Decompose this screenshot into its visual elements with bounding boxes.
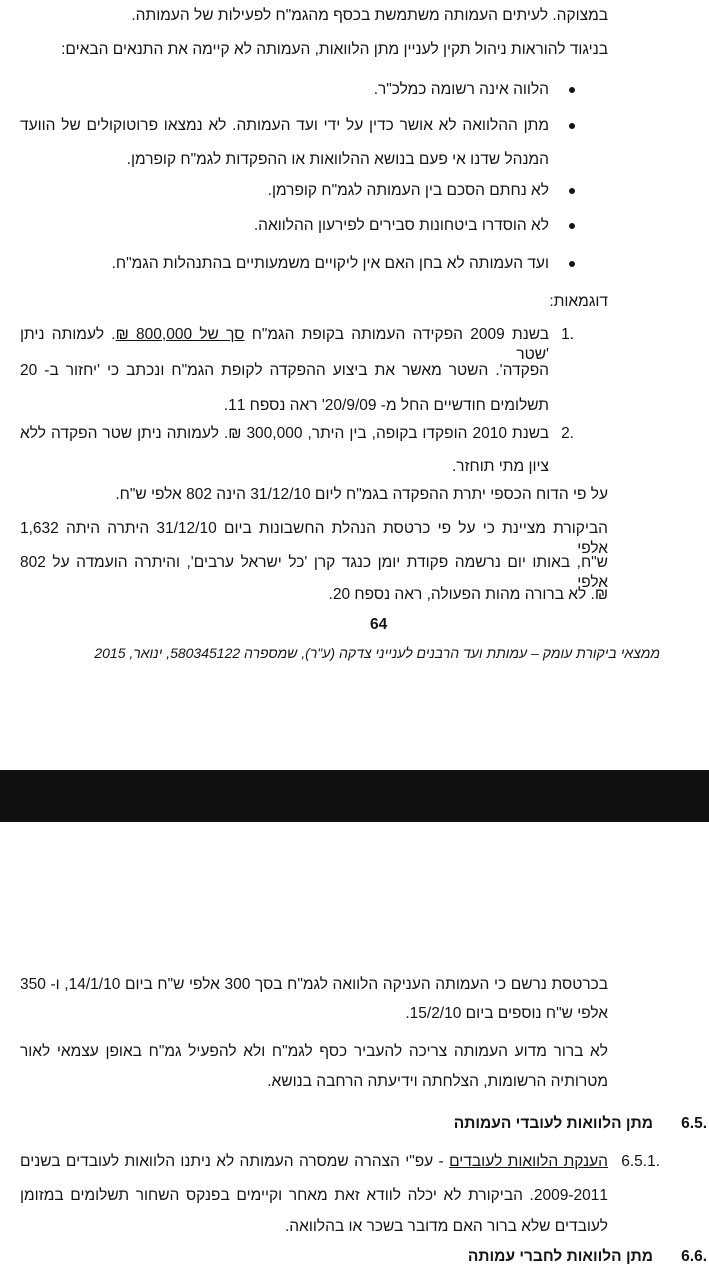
section-number: 6.6. xyxy=(681,1248,707,1265)
bullet-item: הלווה אינה רשומה כמלכ"ר. xyxy=(373,81,549,98)
bullet-icon xyxy=(569,188,575,194)
section-heading: מתן הלוואות לחברי עמותה xyxy=(467,1248,653,1265)
page-separator xyxy=(0,770,709,822)
text-segment: . לעמותה ניתן 'שטר xyxy=(20,326,549,363)
paragraph-line: לא ברור מדוע העמותה צריכה להעביר כסף לגמ"ח ולא להפעיל גמ"ח באופן עצמאי לאור xyxy=(20,1043,608,1060)
text-segment: - עפ"י הצהרה שמסרה העמותה לא ניתנו הלוואות לעובדים בשנים xyxy=(20,1153,450,1170)
example-number: 1. xyxy=(561,326,574,343)
example-line: בשנת 2010 הופקדו בקופה, בין היתר, 300,000 ₪. לעמותה ניתן שטר הפקדה ללא xyxy=(20,425,550,442)
bullet-item: ועד העמותה לא בחן האם אין ליקויים משמעותיים בהתנהלות הגמ"ח. xyxy=(111,255,549,272)
bullet-item: מתן ההלוואה לא אושר כדין על ידי ועד העמותה. לא נמצאו פרוטוקולים של הוועד xyxy=(20,117,549,134)
bullet-icon xyxy=(569,123,575,129)
text-segment: בשנת 2009 הפקידה העמותה בקופת הגמ"ח xyxy=(244,326,549,343)
section-heading: מתן הלוואות לעובדי העמותה xyxy=(453,1115,653,1132)
example-line: ציון מתי תוחזר. xyxy=(451,458,549,475)
subsection-line: לעובדים שלא ברור האם מדובר בשכר או בהלוואה. xyxy=(284,1218,608,1235)
bullet-item: לא הוסדרו ביטחונות סבירים לפירעון ההלוואה. xyxy=(253,217,549,234)
page-footer: ממצאי ביקורת עומק – עמותת ועד הרבנים לענייני צדקה (ע"ר), שמספרה 580345122, ינואר, 2015 xyxy=(94,645,660,661)
subsection-line: 2009-2011. הביקורת לא יכלה לוודא זאת מאחר וקיימים בפנקס השחור תשלומים במזומן xyxy=(20,1187,608,1204)
paragraph-line: מטרותיה הרשומות, הצלחתה וידיעתה הרחבה בנושא. xyxy=(267,1073,608,1090)
underlined-amount: סך של 800,000 ₪ xyxy=(115,326,245,343)
section-number: 6.5. xyxy=(681,1115,707,1132)
paragraph-line: אלפי ש"ח נוספים ביום 15/2/10. xyxy=(405,1005,608,1022)
paragraph-line: בכרטסת נרשם כי העמותה העניקה הלוואה לגמ"ח בסך 300 אלפי ש"ח ביום 14/1/10, ו- 350 xyxy=(20,976,609,993)
examples-label: דוגמאות: xyxy=(549,293,608,310)
example-line: תשלומים חודשיים החל מ- 20/9/09' ראה נספח 11. xyxy=(223,397,549,414)
subsection-title: הענקת הלוואות לעובדים xyxy=(449,1153,608,1170)
example-number: 2. xyxy=(561,425,574,442)
subsection-number: 6.5.1. xyxy=(621,1153,660,1170)
report-paragraph: על פי הדוח הכספי יתרת ההפקדה בגמ"ח ליום 31/12/10 הינה 802 אלפי ש"ח. xyxy=(115,486,608,503)
bullet-icon xyxy=(569,223,575,229)
audit-paragraph-line: הביקורת מציינת כי על פי כרטסת הנהלת החשבונות ביום 31/12/10 היתרה היתה 1,632 אלפי xyxy=(20,520,608,557)
bullet-icon xyxy=(569,87,575,93)
audit-paragraph-line: ש"ח, באותו יום נרשמה פקודת יומן כנגד קרן 'כל ישראל ערבים', והיתרה הועמדה על 802 אלפי xyxy=(20,554,608,591)
bullet-icon xyxy=(569,261,575,267)
subsection-line xyxy=(20,1152,608,1172)
bullet-item: לא נחתם הסכם בין העמותה לגמ"ח קופרמן. xyxy=(267,182,549,199)
page-number: 64 xyxy=(370,616,388,633)
bullet-item-continued: המנהל שדנו אי פעם בנושא ההלוואות או ההפקדות לגמ"ח קופרמן. xyxy=(126,151,549,168)
paragraph-line: בניגוד להוראות ניהול תקין לעניין מתן הלוואות, העמותה לא קיימה את התנאים הבאים: xyxy=(61,41,608,58)
audit-paragraph-line: ₪. לא ברורה מהות הפעולה, ראה נספח 20. xyxy=(328,586,608,603)
example-line xyxy=(20,325,549,363)
paragraph-line: במצוקה. לעיתים העמותה משתמשת בכסף מהגמ"ח לפעילות של העמותה. xyxy=(131,7,608,24)
example-line: הפקדה'. השטר מאשר את ביצוע ההפקדה לקופת הגמ"ח ונכתב כי 'יחזור ב- 20 xyxy=(20,362,549,379)
